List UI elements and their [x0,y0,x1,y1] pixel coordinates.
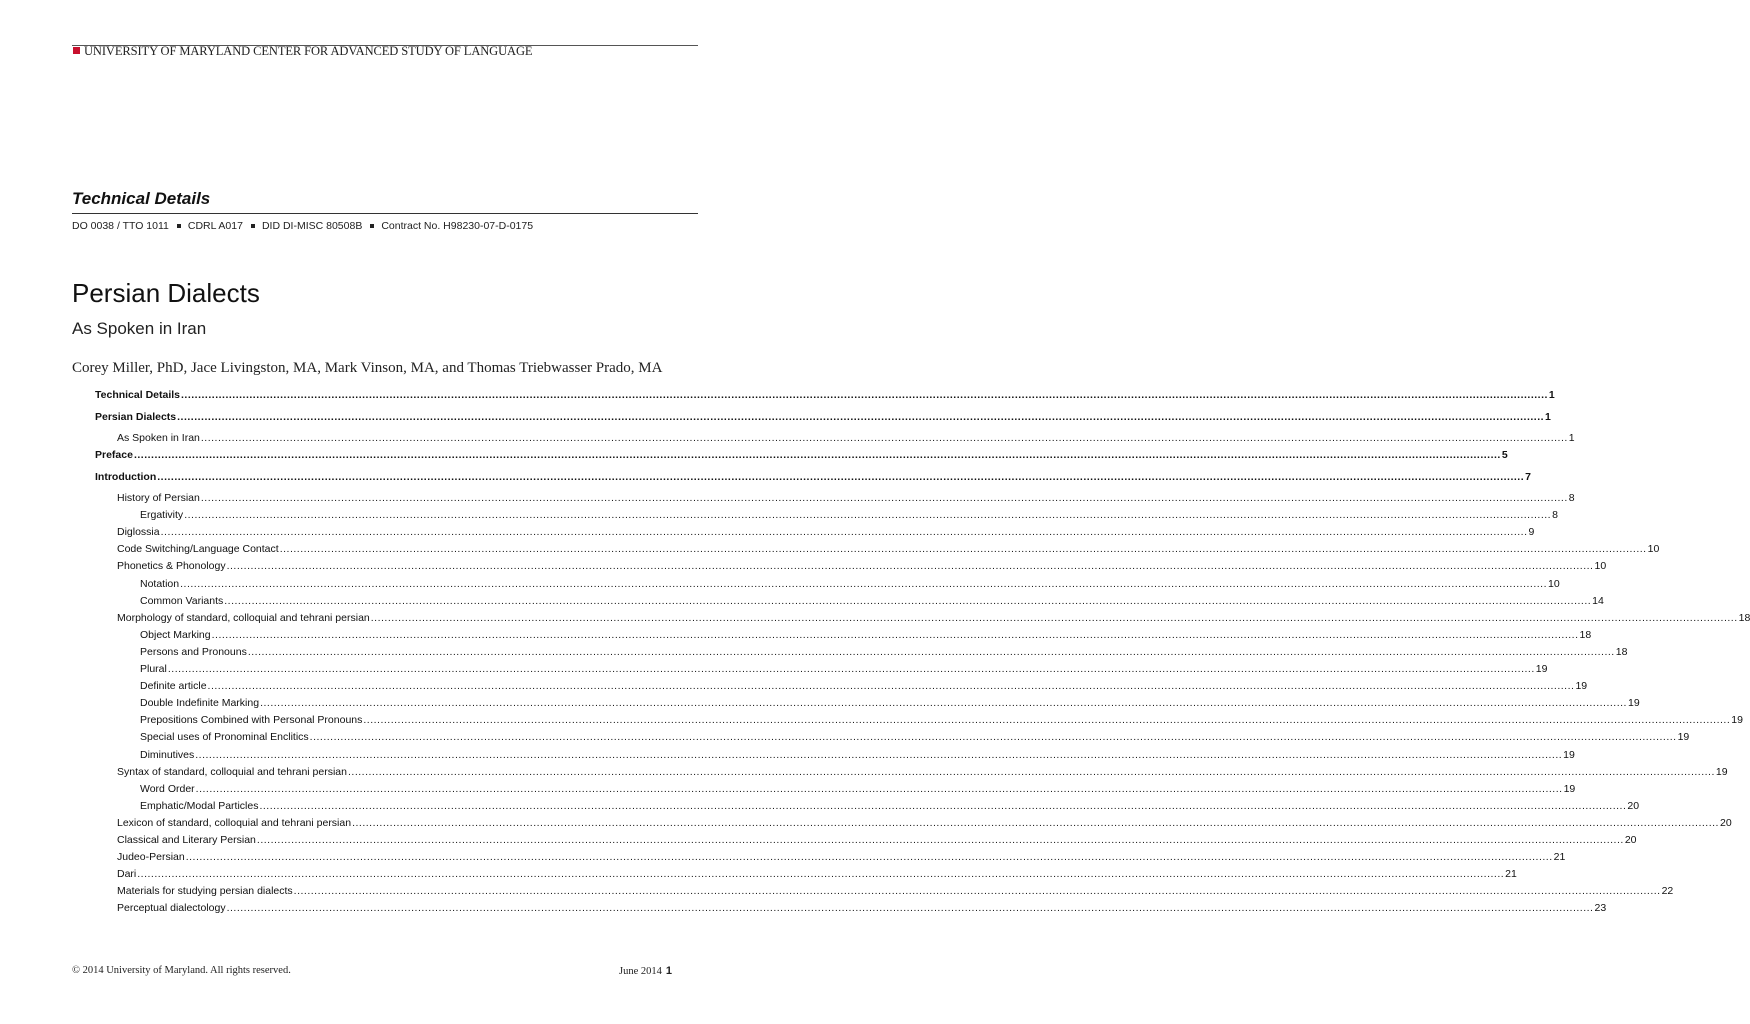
toc-entry-title: Persons and Pronouns [140,645,247,658]
toc-dot-leader: ................................................................................................................................................................................................................................................................................................................................................................................................................ [247,645,1615,658]
toc-entry-title: Introduction [95,470,157,483]
toc-entry-title: Plural [140,663,167,676]
toc-entry-page: 23 [1594,902,1607,915]
toc-entry-page: 18 [1738,611,1750,624]
toc-entry-title: Special uses of Pronominal Enclitics [140,731,309,744]
toc-dot-leader: ................................................................................................................................................................................................................................................................................................................................................................................................................ [177,410,1545,423]
toc-entry[interactable] [95,577,1560,595]
toc-entry-title: Definite article [140,680,207,693]
footer-page-number: 1 [665,965,672,977]
toc-entry-title: History of Persian [117,492,200,505]
toc-entry-title: Materials for studying persian dialects [117,885,293,898]
toc-dot-leader: ................................................................................................................................................................................................................................................................................................................................................................................................................ [347,765,1715,778]
toc-entry-title: Ergativity [140,509,184,522]
toc-entry-page: 1 [1568,432,1575,444]
toc-dot-leader: ................................................................................................................................................................................................................................................................................................................................................................................................................ [137,868,1505,881]
toc-dot-leader: ................................................................................................................................................................................................................................................................................................................................................................................................................ [167,663,1535,676]
section-rule [72,213,698,214]
ref-item: CDRL A017 [187,220,243,232]
toc-dot-leader: ................................................................................................................................................................................................................................................................................................................................................................................................................ [226,902,1594,915]
toc-entry-page: 21 [1553,851,1566,864]
toc-entry-page: 1 [1545,410,1551,423]
toc-dot-leader: ................................................................................................................................................................................................................................................................................................................................................................................................................ [195,782,1563,795]
toc-entry[interactable] [95,449,1508,471]
toc-dot-leader: ................................................................................................................................................................................................................................................................................................................................................................................................................ [260,697,1627,710]
toc-entry[interactable] [95,680,1588,697]
ref-item: DO 0038 / TTO 1011 [72,220,169,232]
toc-entry-page: 19 [1715,765,1728,778]
toc-dot-leader: ................................................................................................................................................................................................................................................................................................................................................................................................................ [200,432,1568,444]
toc-entry-page: 19 [1677,731,1690,744]
toc-entry[interactable] [95,432,1575,449]
technical-details-heading: Technical Details [72,189,211,208]
toc-entry-title: Diglossia [117,526,160,539]
toc-entry-title: Common Variants [140,594,224,607]
toc-entry[interactable] [95,509,1558,526]
toc-entry[interactable] [95,410,1551,433]
toc-entry-page: 8 [1552,509,1558,522]
toc-dot-leader: ................................................................................................................................................................................................................................................................................................................................................................................................................ [293,885,1661,898]
toc-entry[interactable] [95,799,1640,817]
toc-entry-page: 10 [1594,560,1607,573]
footer-copyright: © 2014 University of Maryland. All rights reserved. [72,965,291,976]
toc-entry-title: Word Order [140,782,195,795]
toc-entry[interactable] [95,492,1575,509]
toc-entry-title: Persian Dialects [95,410,177,423]
toc-entry[interactable] [95,816,1732,834]
toc-dot-leader: ................................................................................................................................................................................................................................................................................................................................................................................................................ [181,389,1548,401]
toc-entry-title: Perceptual dialectology [117,902,226,915]
toc-dot-leader: ................................................................................................................................................................................................................................................................................................................................................................................................................ [363,714,1731,727]
toc-entry[interactable] [95,628,1592,646]
toc-entry-title: As Spoken in Iran [117,432,200,444]
toc-entry-title: Morphology of standard, colloquial and tehrani persian [117,611,370,624]
toc-entry-page: 19 [1535,663,1548,676]
toc-entry[interactable] [95,543,1660,560]
toc-entry[interactable] [95,594,1604,612]
bullet-separator [177,224,181,228]
table-of-contents [95,389,1750,919]
toc-entry-page: 9 [1528,526,1535,539]
toc-entry-title: Preface [95,449,133,462]
toc-entry-page: 20 [1624,833,1637,846]
toc-entry[interactable] [95,697,1640,714]
toc-entry-title: Lexicon of standard, colloquial and tehrani persian [117,816,352,829]
toc-entry[interactable] [95,645,1628,663]
toc-entry-page: 10 [1647,543,1660,556]
toc-entry-page: 5 [1501,449,1508,462]
toc-entry[interactable] [95,748,1575,766]
toc-entry[interactable] [95,389,1555,411]
toc-dot-leader: ................................................................................................................................................................................................................................................................................................................................................................................................................ [157,470,1525,483]
toc-entry[interactable] [95,560,1607,577]
toc-entry[interactable] [95,902,1607,919]
toc-entry[interactable] [95,470,1531,493]
toc-dot-leader: ................................................................................................................................................................................................................................................................................................................................................................................................................ [185,851,1553,864]
toc-entry-page: 14 [1592,594,1604,607]
bullet-separator [370,224,374,228]
header-accent-square [73,47,80,54]
toc-entry[interactable] [95,868,1517,885]
toc-entry[interactable] [95,714,1743,731]
toc-entry-page: 1 [1548,389,1555,401]
toc-entry-title: Judeo-Persian [117,851,185,864]
ref-item: DID DI-MISC 80508B [261,220,363,232]
toc-entry-title: Code Switching/Language Contact [117,543,279,556]
toc-dot-leader: ................................................................................................................................................................................................................................................................................................................................................................................................................ [195,748,1563,761]
toc-entry-title: Phonetics & Phonology [117,560,226,573]
footer-date: June 2014 [619,966,662,977]
toc-entry-page: 19 [1627,697,1640,710]
footer-page-info [619,965,672,977]
toc-entry-page: 19 [1731,714,1743,727]
toc-entry-title: Classical and Literary Persian [117,833,256,846]
toc-entry-page: 20 [1719,816,1732,829]
ref-item: Contract No. H98230-07-D-0175 [381,220,534,232]
toc-dot-leader: ................................................................................................................................................................................................................................................................................................................................................................................................................ [211,628,1579,641]
toc-entry-page: 10 [1548,577,1560,590]
toc-dot-leader: ................................................................................................................................................................................................................................................................................................................................................................................................................ [279,543,1647,556]
toc-entry-title: Prepositions Combined with Personal Pronouns [140,714,363,727]
toc-dot-leader: ................................................................................................................................................................................................................................................................................................................................................................................................................ [180,577,1548,590]
toc-entry-title: Double Indefinite Marking [140,697,260,710]
toc-entry[interactable] [95,765,1728,783]
toc-dot-leader: ................................................................................................................................................................................................................................................................................................................................................................................................................ [200,492,1568,505]
toc-entry-page: 18 [1615,645,1628,658]
toc-entry-page: 19 [1563,782,1576,795]
toc-entry-page: 20 [1627,799,1640,812]
toc-entry[interactable] [95,851,1566,868]
toc-dot-leader: ................................................................................................................................................................................................................................................................................................................................................................................................................ [226,560,1594,573]
toc-entry[interactable] [95,782,1576,800]
toc-entry-page: 7 [1525,470,1531,483]
header-org-name: UNIVERSITY OF MARYLAND CENTER FOR ADVANCED STUDY OF LANGUAGE [84,44,533,58]
toc-entry-title: Diminutives [140,748,195,761]
toc-entry-title: Emphatic/Modal Particles [140,799,259,812]
toc-entry-title: Dari [117,868,137,881]
toc-dot-leader: ................................................................................................................................................................................................................................................................................................................................................................................................................ [184,509,1552,522]
document-subtitle: As Spoken in Iran [72,319,207,338]
toc-entry[interactable] [95,885,1674,902]
toc-dot-leader: ................................................................................................................................................................................................................................................................................................................................................................................................................ [259,799,1627,812]
toc-entry[interactable] [95,526,1535,543]
bullet-separator [251,224,255,228]
toc-dot-leader: ................................................................................................................................................................................................................................................................................................................................................................................................................ [207,680,1575,693]
toc-entry-page: 8 [1568,492,1575,505]
authors-line: Corey Miller, PhD, Jace Livingston, MA, Mark Vinson, MA, and Thomas Triebwasser Prado, MA [72,360,663,376]
toc-dot-leader: ................................................................................................................................................................................................................................................................................................................................................................................................................ [370,611,1738,624]
toc-dot-leader: ................................................................................................................................................................................................................................................................................................................................................................................................................ [309,731,1677,744]
toc-entry[interactable] [95,833,1637,851]
toc-entry-page: 22 [1661,885,1674,898]
toc-dot-leader: ................................................................................................................................................................................................................................................................................................................................................................................................................ [352,816,1719,829]
toc-dot-leader: ................................................................................................................................................................................................................................................................................................................................................................................................................ [224,594,1592,607]
toc-entry-page: 19 [1575,680,1588,693]
toc-entry-page: 19 [1563,748,1575,761]
toc-entry[interactable] [95,731,1690,748]
toc-entry-title: Notation [140,577,180,590]
toc-dot-leader: ................................................................................................................................................................................................................................................................................................................................................................................................................ [256,833,1624,846]
technical-refs [72,220,533,232]
toc-dot-leader: ................................................................................................................................................................................................................................................................................................................................................................................................................ [160,526,1528,539]
toc-entry-page: 18 [1579,628,1592,641]
toc-entry-title: Technical Details [95,389,181,401]
toc-entry[interactable] [95,663,1548,680]
toc-entry-title: Object Marking [140,628,211,641]
toc-entry-page: 21 [1505,868,1517,881]
toc-entry-title: Syntax of standard, colloquial and tehrani persian [117,765,347,778]
toc-dot-leader: ................................................................................................................................................................................................................................................................................................................................................................................................................ [133,449,1501,462]
toc-entry[interactable] [95,611,1750,629]
document-title: Persian Dialects [72,278,260,308]
